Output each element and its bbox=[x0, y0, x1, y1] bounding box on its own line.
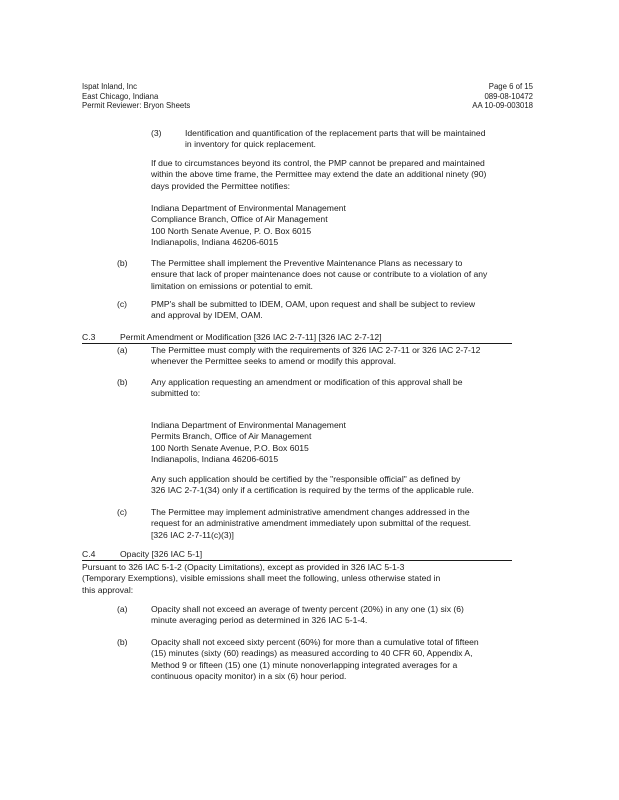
header-right bbox=[472, 82, 533, 111]
pmp-extension-paragraph: If due to circumstances beyond its control, the PMP cannot be prepared and maintained within the above time frame, the Permittee may extend the date an additional ninety (90) days provided the Permittee notifies: bbox=[151, 158, 487, 191]
section-c4-title: Opacity [326 IAC 5-1] bbox=[120, 549, 203, 559]
header-aa-number: AA 10-09-003018 bbox=[472, 101, 533, 111]
header-company: Ispat Inland, Inc bbox=[82, 82, 138, 91]
c4-item-a-label: (a) bbox=[117, 604, 128, 614]
item-3-label: (3) bbox=[151, 128, 162, 138]
permits-branch-address: Indiana Department of Environmental Management Permits Branch, Office of Air Management 100 North Senate Avenue, P.O. Box 6015 Indianapolis, Indiana 46206-6015 bbox=[151, 420, 346, 465]
section-c4-number: C.4 bbox=[82, 549, 96, 559]
c4-item-b-label: (b) bbox=[117, 637, 128, 647]
c4-item-b-text: Opacity shall not exceed sixty percent (60%) for more than a cumulative total of fifteen (15) minutes (sixty (60) readings) as measured according to 40 CFR 60, Appendix A, Method 9 or fifteen (15) one (1) minute nonoverlapping integrated averages for a continuous opacity monitor) in a six (6) hour period. bbox=[151, 637, 479, 682]
header-left bbox=[82, 82, 190, 111]
c3-item-c-label: (c) bbox=[117, 507, 128, 517]
header-location: East Chicago, Indiana bbox=[82, 91, 159, 101]
c3-item-c-text: The Permittee may implement administrative amendment changes addressed in the request for an administrative amendment immediately upon submittal of the request. [326 IAC 2-7-11(c)(3)] bbox=[151, 507, 472, 540]
header-reviewer: Permit Reviewer: Bryon Sheets bbox=[82, 101, 191, 111]
item-b-text: The Permittee shall implement the Preventive Maintenance Plans as necessary to ensure that lack of proper maintenance does not cause or contribute to a violation of any limitation on emissions or potential to emit. bbox=[151, 258, 488, 291]
certification-paragraph: Any such application should be certified by the "responsible official" as defined by 326 IAC 2-7-1(34) only if a certification is required by the terms of the applicable rule. bbox=[151, 474, 474, 496]
compliance-branch-address: Indiana Department of Environmental Management Compliance Branch, Office of Air Management 100 North Senate Avenue, P. O. Box 6015 Indianapolis, Indiana 46206-6015 bbox=[151, 203, 346, 248]
c3-item-b-label: (b) bbox=[117, 377, 128, 387]
section-c3-title: Permit Amendment or Modification [326 IAC 2-7-11] [326 IAC 2-7-12] bbox=[120, 332, 382, 342]
section-c3-number: C.3 bbox=[82, 332, 96, 342]
section-c4-heading bbox=[82, 549, 512, 561]
header-page-number: Page 6 of 15 bbox=[488, 82, 533, 91]
item-c-text: PMP's shall be submitted to IDEM, OAM, upon request and shall be subject to review and approval by IDEM, OAM. bbox=[151, 299, 476, 321]
c4-item-a-text: Opacity shall not exceed an average of twenty percent (20%) in any one (1) six (6) minute averaging period as determined in 326 IAC 5-1-4. bbox=[151, 604, 464, 626]
section-c3-heading bbox=[82, 332, 512, 344]
item-c-label: (c) bbox=[117, 299, 128, 309]
c3-item-a-label: (a) bbox=[117, 345, 128, 355]
item-b-label: (b) bbox=[117, 258, 128, 268]
item-3-text: Identification and quantification of the replacement parts that will be maintained in inventory for quick replacement. bbox=[185, 128, 486, 150]
opacity-intro-paragraph: Pursuant to 326 IAC 5-1-2 (Opacity Limitations), except as provided in 326 IAC 5-1-3 (Temporary Exemptions), visible emissions shall meet the following, unless otherwise stated in this approval: bbox=[82, 562, 441, 595]
c3-item-b-text: Any application requesting an amendment or modification of this approval shall be submitted to: bbox=[151, 377, 463, 399]
c3-item-a-text: The Permittee must comply with the requirements of 326 IAC 2-7-11 or 326 IAC 2-7-12 whenever the Permittee seeks to amend or modify this approval. bbox=[151, 345, 481, 367]
header-permit-number: 089-08-10472 bbox=[484, 91, 533, 101]
